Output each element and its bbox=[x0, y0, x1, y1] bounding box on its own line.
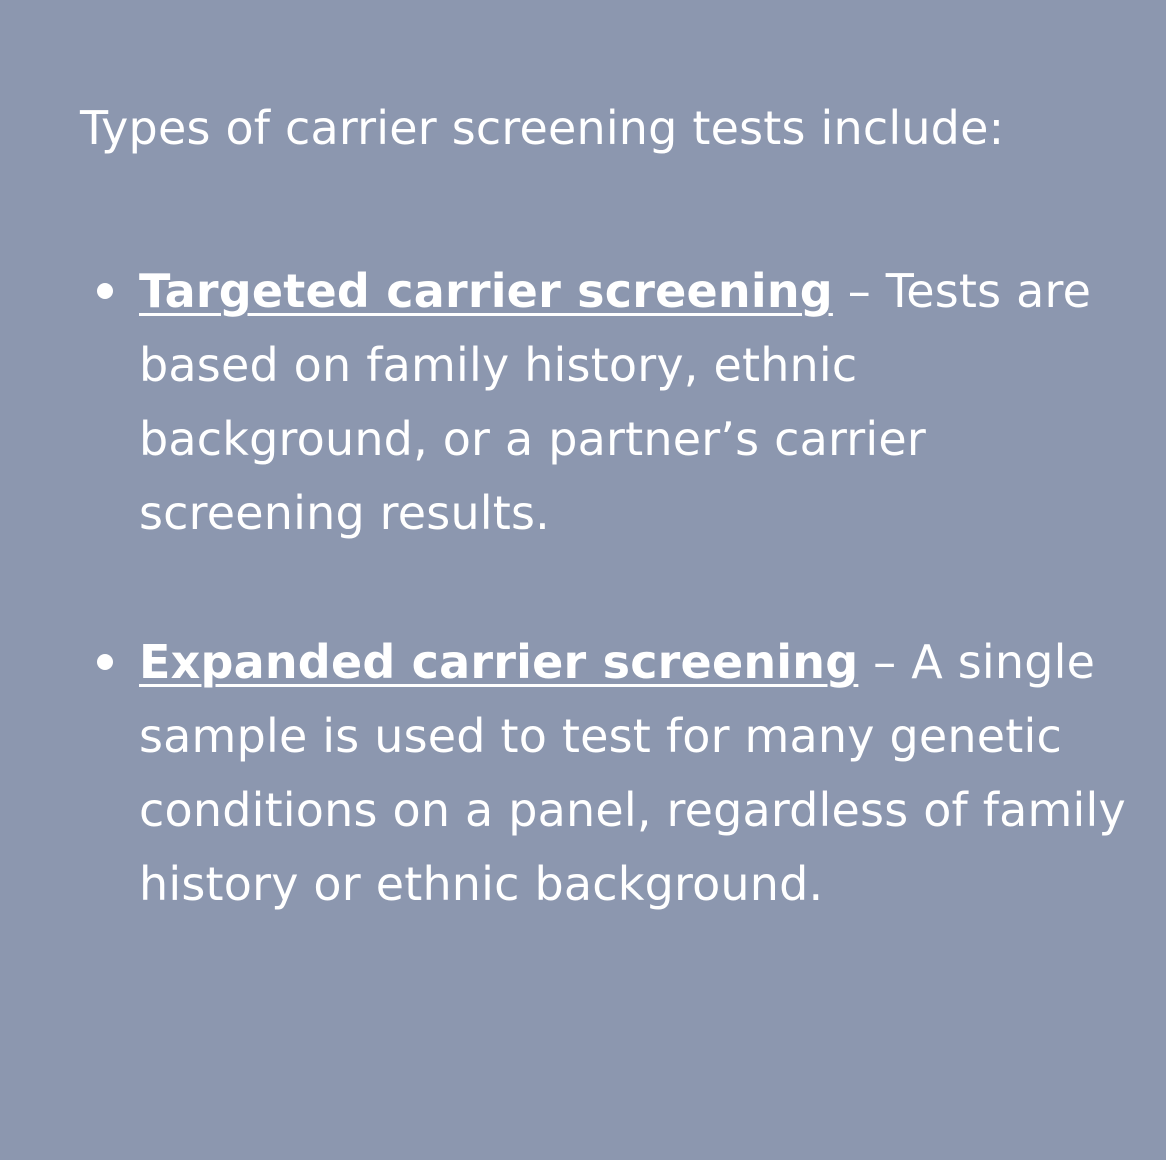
bullet-icon bbox=[97, 283, 113, 299]
term-targeted: Targeted carrier screening bbox=[139, 264, 833, 318]
term-expanded: Expanded carrier screening bbox=[139, 635, 859, 689]
screening-types-list bbox=[95, 254, 1135, 921]
list-item-targeted bbox=[95, 254, 1135, 550]
list-item-expanded bbox=[95, 625, 1135, 921]
description-expanded: – A single sample is used to test for many genetic conditions on a panel, regardless of family history or ethnic background. bbox=[139, 635, 1126, 911]
description-targeted: – Tests are based on family history, ethnic background, or a partner’s carrier screening results. bbox=[139, 264, 1092, 540]
intro-heading: Types of carrier screening tests include: bbox=[80, 101, 1005, 155]
bullet-icon bbox=[97, 654, 113, 670]
